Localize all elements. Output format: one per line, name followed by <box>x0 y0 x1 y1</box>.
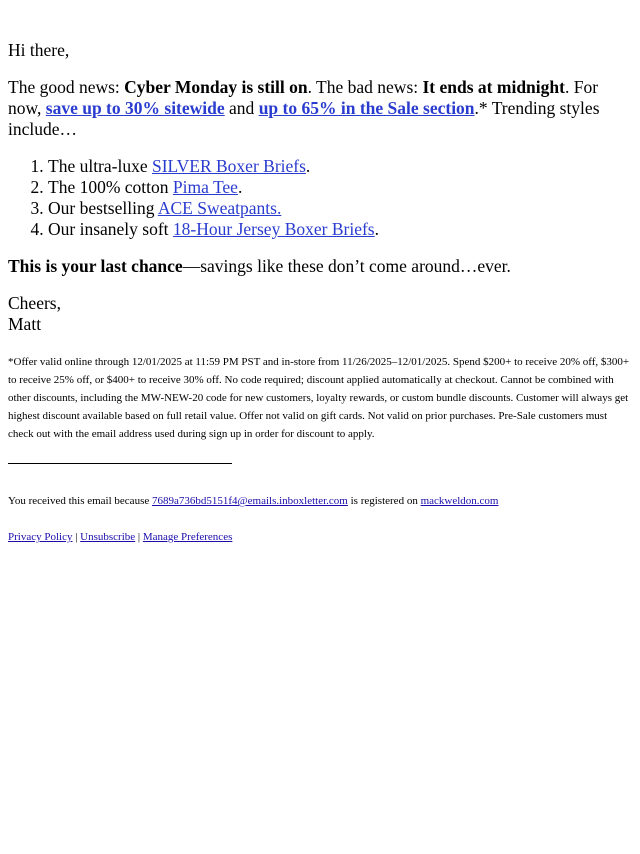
sale-section-link-label: up to 65% in the Sale section <box>258 98 475 118</box>
last-chance-paragraph <box>8 256 632 277</box>
intro-text: .* Trending styles include… <box>8 98 600 139</box>
fine-print: *Offer valid online through 12/01/2025 at 11:59 PM PST and in-store from 11/26/2025–12/01/2025. Spend $200+ to receive 20% off, $300+ to receive 25% off, or $400+ to receive 30% off. No code required; discount applied automatically at checkout. Cannot be combined with other discounts, including the MW-NEW-20 code for new customers, loyalty rewards, or custom bundle discounts. Customer will always get highest discount available based on full retail value. Offer not valid on gift cards. Not valid on prior purchases. Pre-Sale customers must check out with the email address used during sign up in order for discount to apply. <box>8 356 630 440</box>
pima-tee-link[interactable]: Pima Tee <box>172 177 238 197</box>
intro-text: The good news: <box>8 77 125 97</box>
ace-sweatpants-link[interactable]: ACE Sweatpants. <box>157 198 282 218</box>
silver-boxer-briefs-link[interactable]: SILVER Boxer Briefs <box>151 156 306 176</box>
list-item-suffix: . <box>305 156 311 176</box>
last-chance-bold: This is your last chance <box>8 256 183 276</box>
divider <box>8 463 232 464</box>
list-item <box>48 198 632 219</box>
list-item <box>48 219 632 240</box>
list-item <box>48 177 632 198</box>
greeting: Hi there, <box>8 40 70 60</box>
link-separator: | <box>135 531 143 543</box>
list-item-text: Our bestselling <box>48 198 158 218</box>
footer-text: You received this email because <box>8 495 152 507</box>
link-separator: | <box>72 531 81 543</box>
intro-text: . For now, <box>8 77 599 118</box>
trending-styles-list <box>8 156 632 240</box>
signoff-line: Cheers, <box>8 293 61 313</box>
intro-bold-ends-midnight: It ends at midnight <box>422 77 565 97</box>
list-item-text: The 100% cotton <box>48 177 173 197</box>
footer-text: is registered on <box>347 495 421 507</box>
sitewide-sale-link[interactable] <box>46 98 225 118</box>
list-item-text: The ultra-luxe <box>48 156 152 176</box>
intro-text: . The bad news: <box>307 77 423 97</box>
unsubscribe-link[interactable]: Unsubscribe <box>80 531 136 543</box>
footer-notice <box>8 494 632 508</box>
privacy-policy-link[interactable]: Privacy Policy <box>8 531 73 543</box>
list-item-suffix: . <box>374 219 379 239</box>
sitewide-sale-link-label: save up to 30% sitewide <box>45 98 225 118</box>
manage-preferences-link[interactable]: Manage Preferences <box>142 531 233 543</box>
intro-paragraph <box>8 77 632 140</box>
list-item <box>48 156 632 177</box>
site-link[interactable]: mackweldon.com <box>420 495 499 507</box>
signer-name: Matt <box>8 314 42 334</box>
recipient-email-link[interactable]: 7689a736bd5151f4@emails.inboxletter.com <box>151 495 348 507</box>
footer-links <box>8 530 632 544</box>
list-item-suffix: . <box>237 177 243 197</box>
list-item-text: Our insanely soft <box>48 219 173 239</box>
jersey-boxer-briefs-link[interactable]: 18-Hour Jersey Boxer Briefs <box>172 219 375 239</box>
last-chance-text: —savings like these don’t come around…ever. <box>182 256 511 276</box>
intro-text: and <box>224 98 259 118</box>
signoff <box>8 293 632 335</box>
sale-section-link[interactable] <box>259 98 475 118</box>
intro-bold-cyber-monday: Cyber Monday is still on <box>124 77 308 97</box>
